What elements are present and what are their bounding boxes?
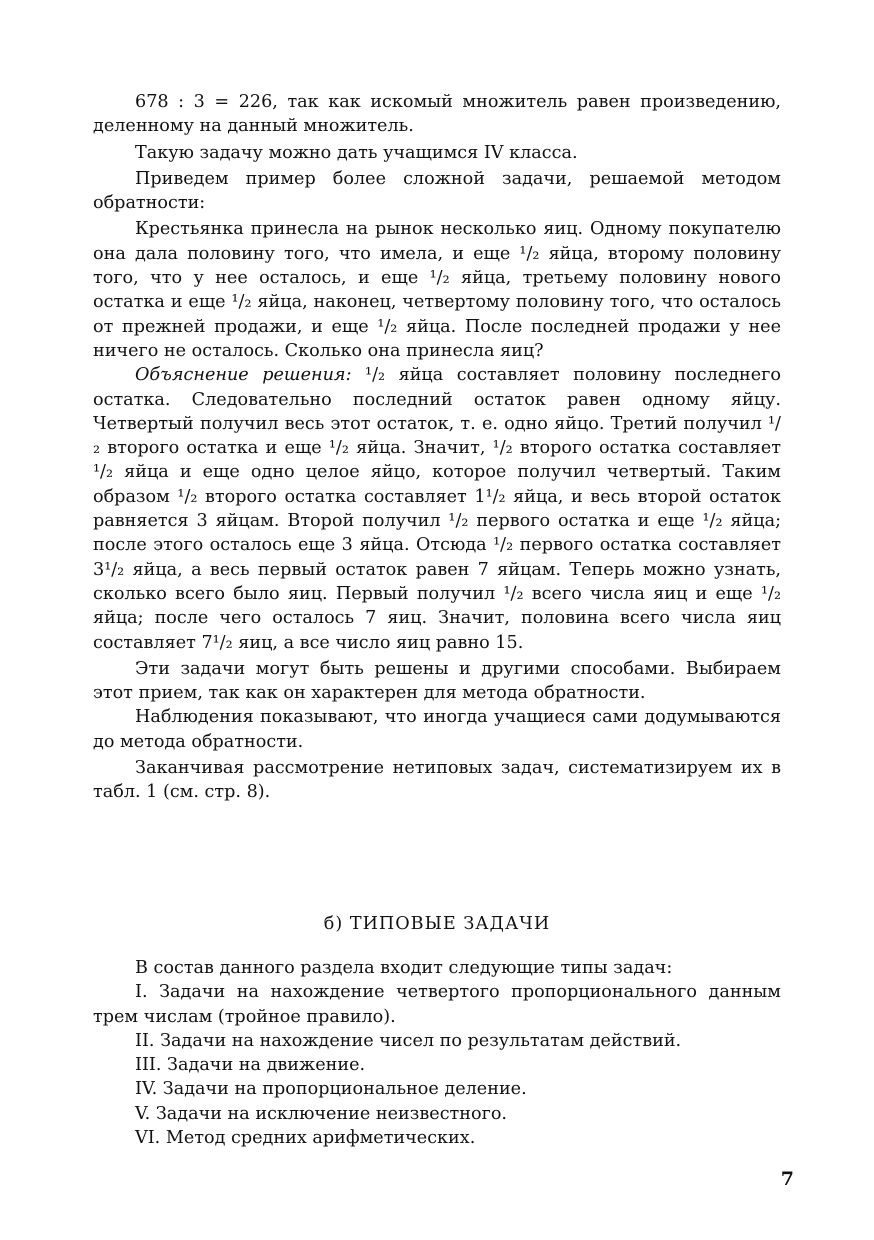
list-item: III. Задачи на движение. bbox=[135, 1055, 366, 1076]
paragraph: 678 : 3 = 226, так как искомый множитель равен произведению, деленному на данный множитель. bbox=[93, 92, 781, 137]
explanation-text: ¹/₂ яйца составляет половину последнего остатка. Следовательно последний остаток равен одному яйцу. Четвертый получил весь этот остаток, т. е. одно яйцо. Третий получил ¹/₂ второго остатка и еще ¹/₂ яйца. Значит, ¹/₂ второго остатка составляет ¹/₂ яйца и еще одно целое яйцо, которое получил четвертый. Таким образом ¹/₂ второго остатка составляет 1¹/₂ яйца, и весь второй остаток равняется 3 яйцам. Второй получил ¹/₂ первого остатка и еще ¹/₂ яйца; после этого осталось еще 3 яйца. Отсюда ¹/₂ первого остатка составляет 3¹/₂ яйца, а весь первый остаток равен 7 яйцам. Теперь можно узнать, сколько всего было яиц. Первый получил ¹/₂ всего числа яиц и еще ¹/₂ яйца; после чего осталось 7 яиц. Значит, половина всего числа яиц составляет 7¹/₂ яиц, а все число яиц равно 15. bbox=[93, 365, 781, 653]
paragraph: Такую задачу можно дать учащимся IV класса. bbox=[135, 142, 578, 163]
list-item: VI. Метод средних арифметических. bbox=[135, 1128, 476, 1149]
list-item: IV. Задачи на пропорциональное деление. bbox=[135, 1079, 527, 1100]
paragraph: Эти задачи могут быть решены и другими способами. Выбираем этот прием, так как он характерен для метода обратности. bbox=[93, 658, 781, 704]
task-types-list bbox=[93, 956, 781, 1150]
paragraph: Заканчивая рассмотрение нетиповых задач, систематизируем их в табл. 1 (см. стр. 8). bbox=[93, 758, 781, 803]
body-text bbox=[93, 90, 781, 805]
section-intro: В состав данного раздела входит следующие типы задач: bbox=[135, 958, 673, 978]
paragraph: Приведем пример более сложной задачи, решаемой методом обратности: bbox=[93, 168, 781, 214]
section-heading: б) ТИПОВЫЕ ЗАДАЧИ bbox=[323, 914, 551, 934]
page-number: 7 bbox=[780, 1168, 794, 1190]
list-item: II. Задачи на нахождение чисел по результатам действий. bbox=[135, 1030, 682, 1051]
list-item: I. Задачи на нахождение четвертого пропорционального данным трем числам (тройное правило). bbox=[93, 982, 781, 1027]
explanation-label: Объяснение решения: bbox=[135, 365, 352, 386]
explanation-paragraph bbox=[93, 363, 781, 655]
paragraph: Наблюдения показывают, что иногда учащиеся сами додумываются до метода обратности. bbox=[93, 707, 781, 752]
list-item: V. Задачи на исключение неизвестного. bbox=[135, 1103, 508, 1124]
problem-paragraph: Крестьянка принесла на рынок несколько яиц. Одному покупателю она дала половину того, что имела, и еще ¹/₂ яйца, второму половину того, что у нее осталось, и еще ¹/₂ яйца, третьему половину нового остатка и еще ¹/₂ яйца, наконец, четвертому половину того, что осталось от прежней продажи, и еще ¹/₂ яйца. После последней продажи у нее ничего не осталось. Сколько она принесла яиц? bbox=[93, 219, 781, 361]
